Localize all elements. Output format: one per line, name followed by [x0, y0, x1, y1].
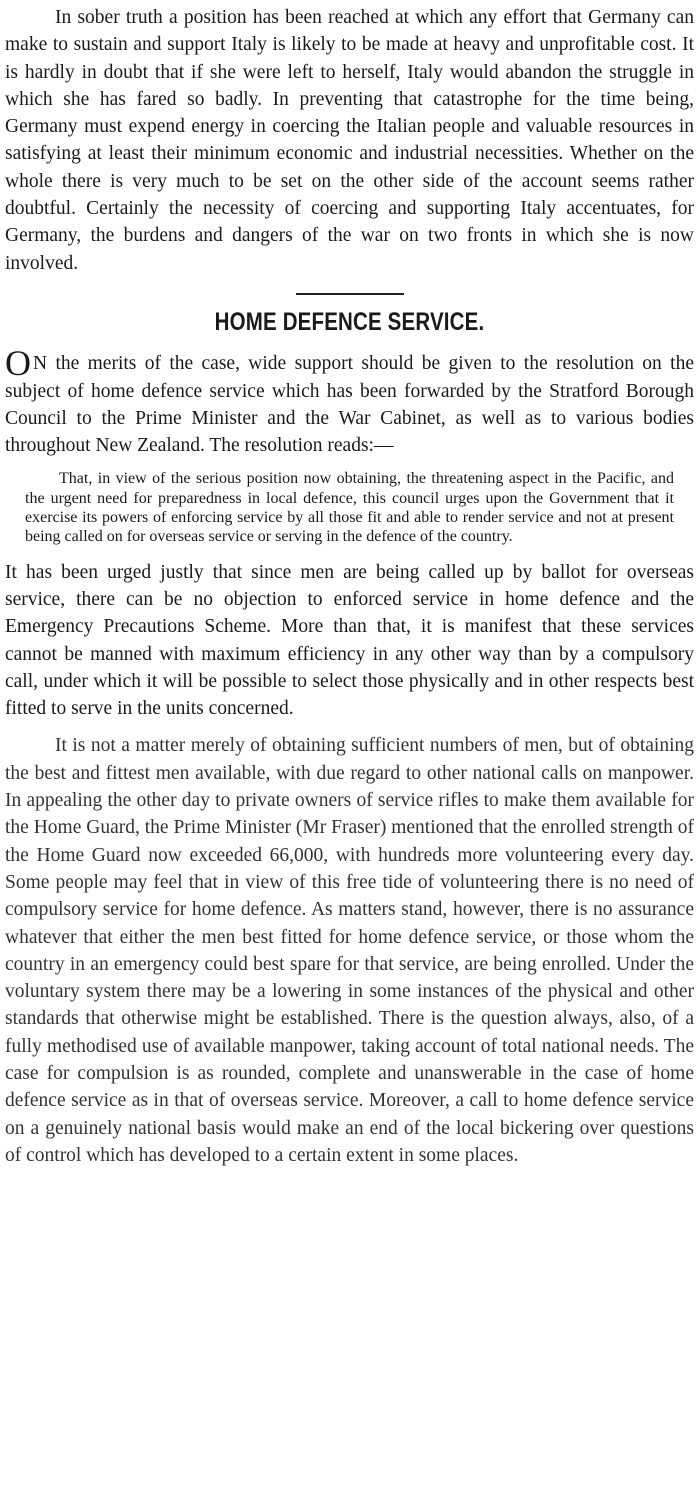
section-divider	[296, 293, 404, 295]
resolution-quote: That, in view of the serious position now obtaining, the threatening aspect in the Pacific, and the urgent need for preparedness in local defence, this council urges upon the Government that it exercise its powers of enforcing service by all those fit and able to render service and not at present being called on for overseas service or serving in the defence of the country.	[25, 470, 674, 546]
section-heading: HOME DEFENCE SERVICE.	[214, 307, 485, 336]
lead-paragraph-text: N the merits of the case, wide support should be given to the resolution on the subject of home defence service which has been forwarded by the Stratford Borough Council to the Prime Minister and the War Cabinet, as well as to various bodies throughout New Zealand. The resolution reads:—	[5, 353, 694, 457]
lead-paragraph	[5, 343, 694, 459]
drop-cap-letter: O	[5, 343, 31, 384]
body-paragraph-2: It has been urged justly that since men are being called up by ballot for overseas service, there can be no objection to enforced service in home defence and the Emergency Precautions Scheme. More than that, it is manifest that these services cannot be manned with maximum efficiency in any other way than by a compulsory call, under which it will be possible to select those physically and in other respects best fitted to serve in the units concerned.	[5, 561, 694, 720]
body-paragraph-3: It is not a matter merely of obtaining sufficient numbers of men, but of obtaining the best and fittest men available, with due regard to other national calls on manpower. In appealing the other day to private owners of service rifles to make them available for the Home Guard, the Prime Minister (Mr Fraser) mentioned that the enrolled strength of the Home Guard now exceeded 66,000, with hundreds more volunteering every day. Some people may feel that in view of this free tide of volunteering there is no need of compulsory service for home defence. As matters stand, however, there is no assurance whatever that either the men best fitted for home defence service, or those whom the country in an emergency could best spare for that service, are being enrolled. Under the voluntary system there may be a lowering in some instances of the physical and other standards that otherwise might be established. There is the question always, also, of a fully methodised use of available manpower, taking account of total national needs. The case for compulsion is as rounded, complete and unanswerable in the case of home defence service as in that of overseas service. Moreover, a call to home defence service on a genuinely national basis would make an end of the local bickering over questions of control which has developed to a certain extent in some places.	[5, 735, 694, 1166]
intro-paragraph: In sober truth a position has been reached at which any effort that Germany can make to sustain and support Italy is likely to be made at heavy and unprofitable cost. It is hardly in doubt that if she were left to herself, Italy would abandon the struggle in which she has fared so badly. In preventing that catastrophe for the time being, Germany must expend energy in coercing the Italian people and valuable resources in satisfying at least their minimum economic and industrial necessities. Whether on the whole there is very much to be set on the other side of the account seems rather doubtful. Certainly the necessity of coercing and supporting Italy accentuates, for Germany, the burdens and dangers of the war on two fronts in which she is now involved.	[5, 7, 694, 274]
